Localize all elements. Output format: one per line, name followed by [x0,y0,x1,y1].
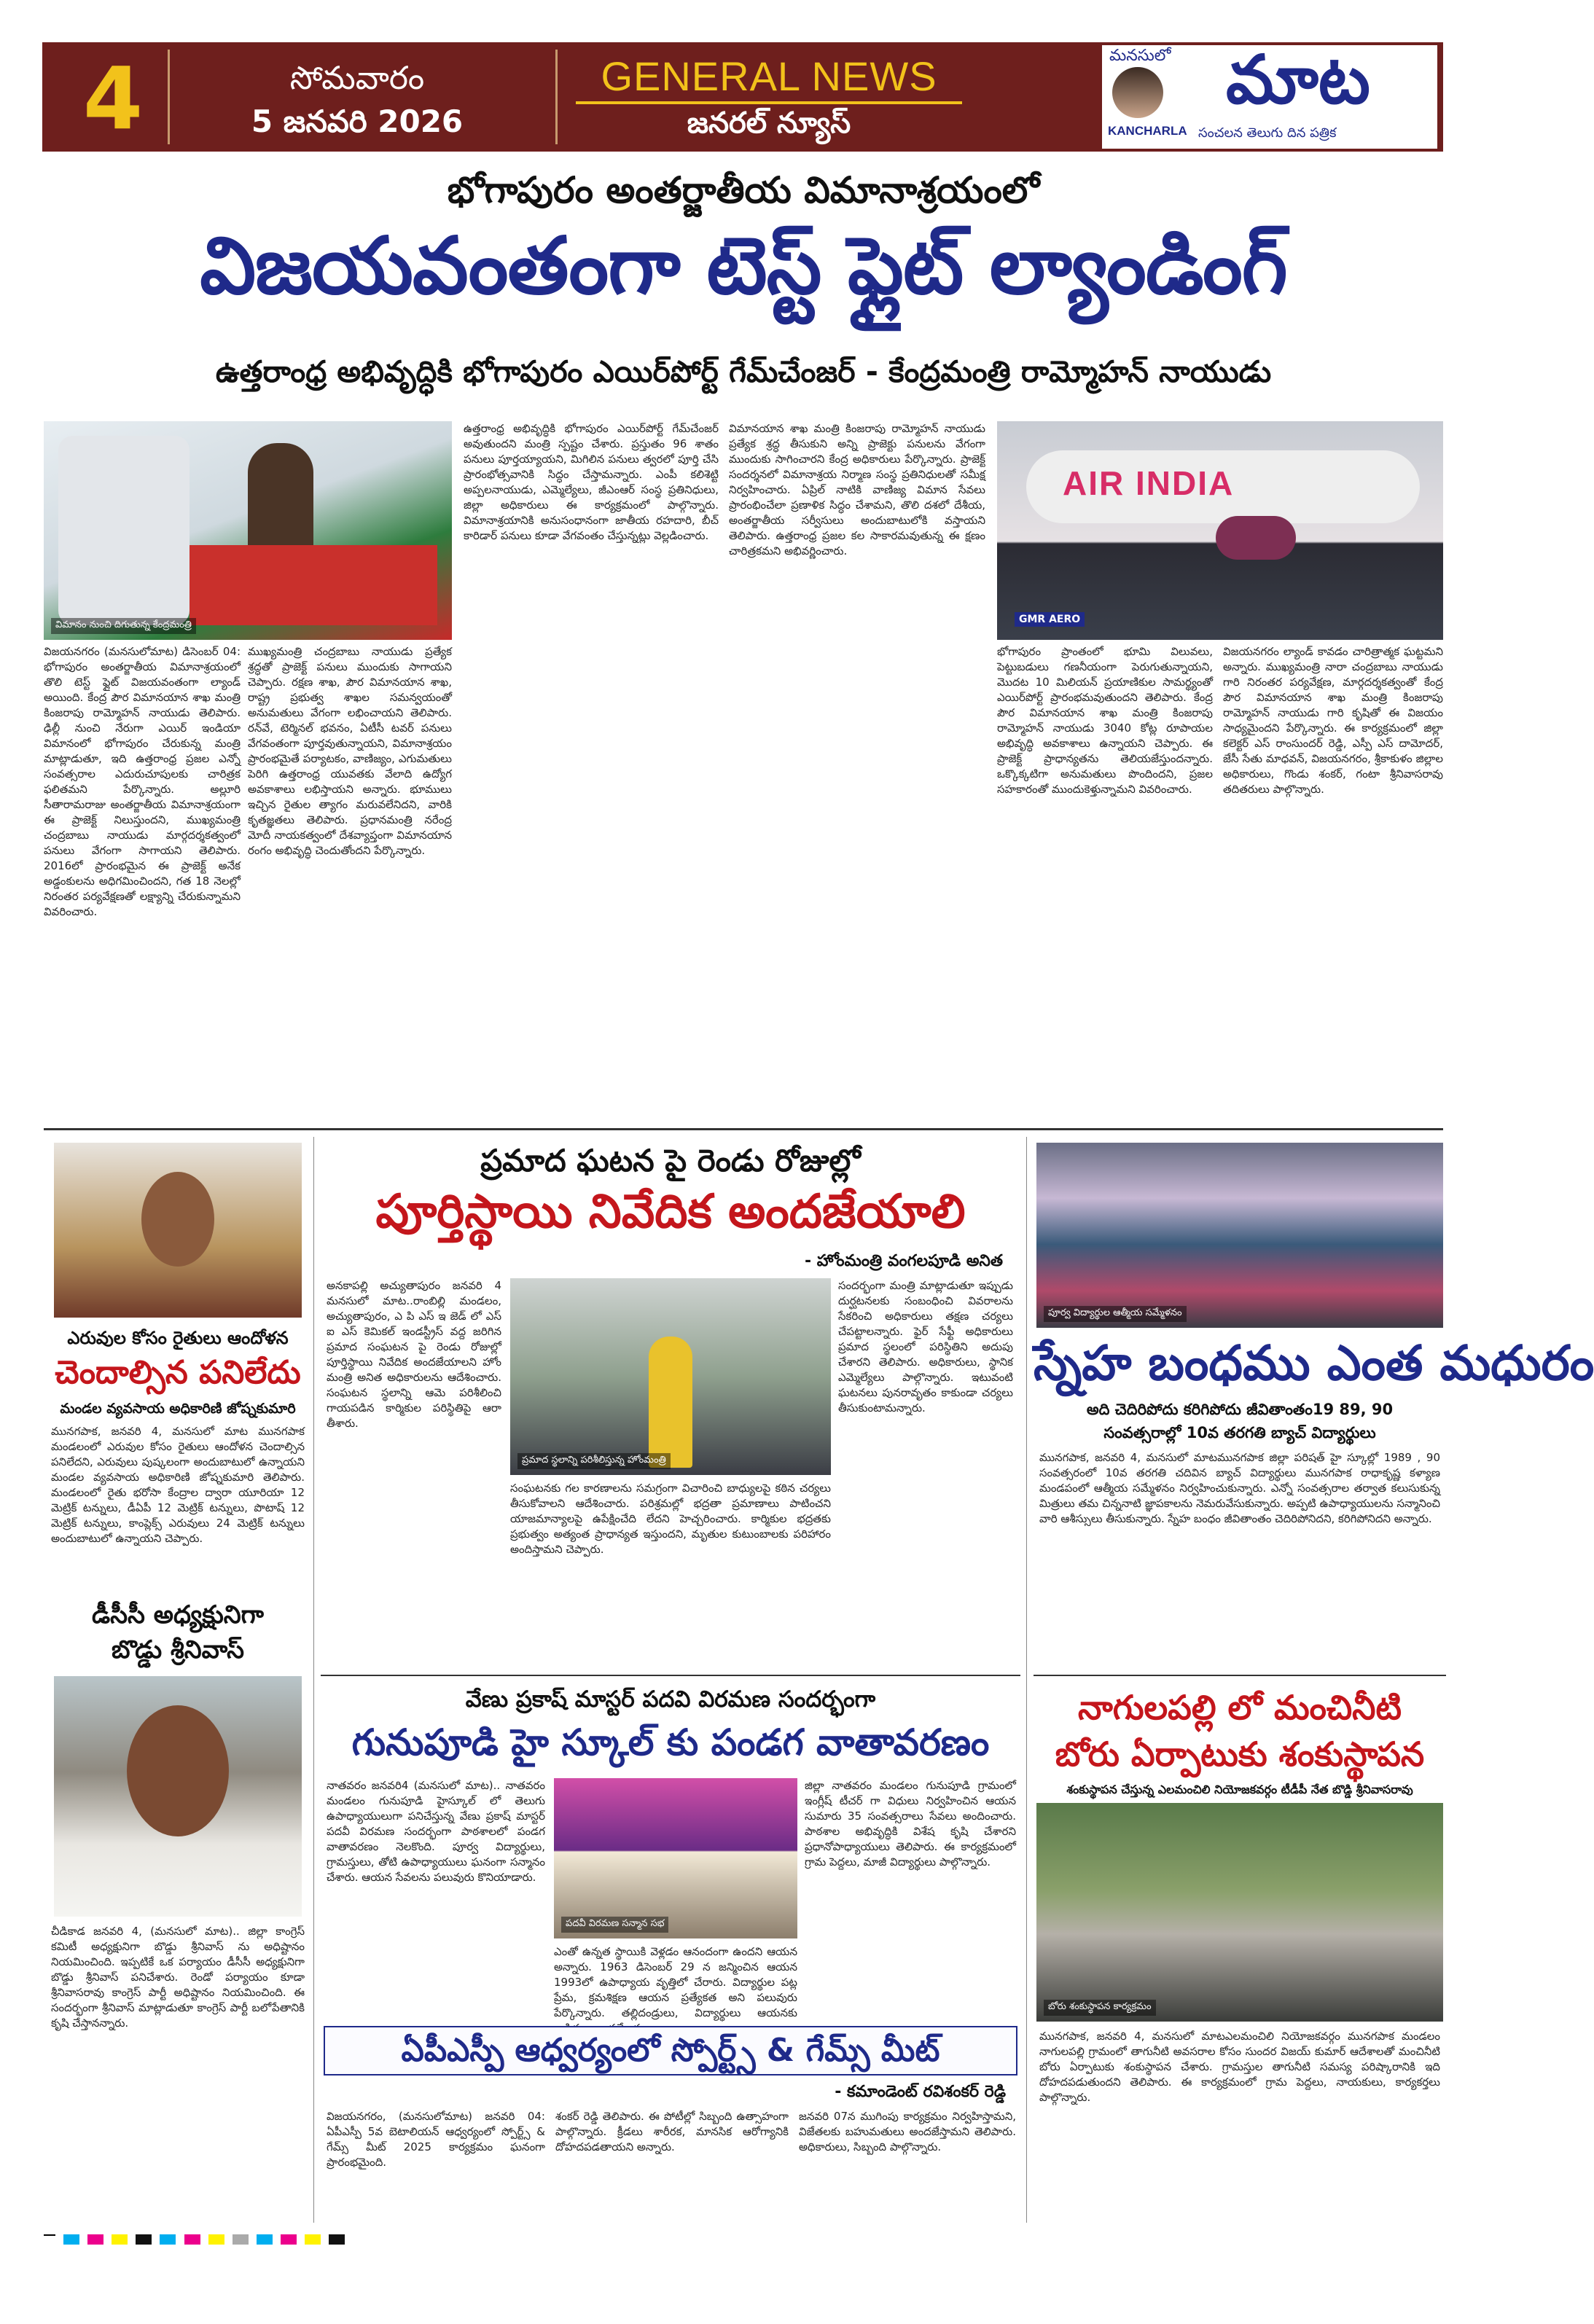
reunion-photo [1036,1143,1443,1328]
lead-photo-aircraft [997,421,1443,640]
day-label: సోమవారం [289,60,425,97]
reg-swatch [87,2234,103,2245]
aircraft-livery-text: AIR INDIA [1063,464,1235,502]
sneha-body [1039,1450,1440,1662]
apsp-byline: - కమాండెంట్ రవిశంకర్ రెడ్డి [835,2083,1006,2101]
accident-col-1 [327,1278,501,1672]
borewell-headline-2: బోరు ఏర్పాటుకు శంకుస్థాపన [1055,1734,1425,1774]
portrait-face [141,1172,214,1267]
page-number: 4 [82,48,144,149]
school-photo [554,1778,797,1938]
school-headline: గునుపూడి హై స్కూల్ కు పండగ వాతావరణం [351,1721,990,1764]
officer-portrait [54,1143,302,1318]
accident-col-3-text: సందర్భంగా మంత్రి మాట్లాడుతూ ఇప్పుడు దుర్ఘటనలకు సంబంధించి వివరాలను సేకరించి అధికారులు తక్షణ చర్యలు చేపట్టాలన్నారు. ఫైర్ సేఫ్టీ అధికారులు ప్రమాద స్థలంలో పరిస్థితిని అదుపు చేశారని తెలిపారు. అధికారులు, స్థానిక ఎమ్మెల్యేలు పాల్గొన్నారు. ఇటువంటి ఘటనలు పునరావృతం కాకుండా చర్యలు తీసుకుంటామన్నారు. [838,1279,1013,1415]
farmers-body [51,1424,305,1592]
dcc-headline-2: బొడ్డు శ్రీనివాస్ [111,1635,245,1664]
vertical-separator-right [1026,1137,1027,2223]
school-photo-caption: పదవీ విరమణ సన్మాన సభ [561,1917,668,1933]
reg-swatch [160,2234,176,2245]
apsp-col-2 [555,2109,789,2218]
sneha-body-text: మునగపాక, జనవరి 4, మనసులో మాటమునగపాక జిల్లా పరిషత్ హై స్కూల్లో 1989 , 90 సంవత్సరంలో 10వ తరగతి చదివిన బ్యాచ్ విద్యార్థులు మునగపాక రాధాకృష్ణ కళ్యాణ మండపంలో ఆత్మీయ సమ్మేళనం నిర్వహించుకున్నారు. ఎన్నో సంవత్సరాల తర్వాత కలుసుకున్న మిత్రులు తమ చిన్ననాటి జ్ఞాపకాలను నెమరువేసుకున్నారు. అప్పటి ఉపాధ్యాయులను సన్మానించి వారి ఆశీస్సులు తీసుకున్నారు. స్నేహ బంధం జీవితాంతం చెదిరిపోనిదని, కరిగిపోనిదని అన్నారు. [1039,1451,1440,1525]
reg-swatch [184,2234,200,2245]
aircraft-engine [1216,516,1296,560]
accident-photo [510,1278,831,1475]
newspaper-logo [1102,41,1437,149]
farmers-headline: చెందాల్సిన పనిలేదు [55,1354,301,1391]
lead-col-5 [997,644,1213,1118]
sneha-sub-2: సంవత్సరాల్లో 10వ తరగతి బ్యాచ్ విద్యార్థులు [1103,1424,1376,1441]
registration-marks [44,2230,1443,2247]
reg-swatch [281,2234,297,2245]
school-col-1-text: నాతవరం జనవరి4 (మనసులో మాట).. నాతవరం మండలం గునుపూడి హైస్కూల్ లో తెలుగు ఉపాధ్యాయులుగా పనిచేస్తున్న వేణు ప్రకాష్ మాస్టర్ పదవీ విరమణ సందర్భంగా పాఠశాలలో పండగ వాతావరణం నెలకొంది. పూర్వ విద్యార్థులు, గ్రామస్తులు, తోటి ఉపాధ్యాయులు ఘనంగా సన్మానం చేశారు. ఆయన సేవలను పలువురు కొనియాడారు. [327,1779,545,1884]
lead-col-3 [464,421,719,1118]
apsp-col-3-text: జనవరి 07న ముగింపు కార్యక్రమం నిర్వహిస్తామని, విజేతలకు బహుమతులు అందజేస్తామని తెలిపారు. అధికారులు, సిబ్బంది పాల్గొన్నారు. [799,2110,1016,2153]
reg-swatch [257,2234,273,2245]
reg-cross-left [44,2234,55,2245]
masthead-divider-2 [555,50,558,144]
reg-swatch [112,2234,128,2245]
gmr-aero-label: GMR AERO [1015,612,1085,627]
apsp-col-3 [799,2109,1016,2218]
reg-swatch [136,2234,152,2245]
apsp-col-1 [327,2109,545,2218]
reg-swatch [208,2234,224,2245]
dcc-face [127,1705,229,1836]
borewell-photo-caption: బోరు శంకుస్థాపన కార్యక్రమం [1044,2000,1156,2016]
borewell-sub: శంకుస్థాపన చేస్తున్న ఎలమంచిలి నియోజకవర్గం టీడీపీ నేత బొడ్డి శ్రీనివాసరావు [1066,1783,1413,1796]
accident-headline: పూర్తిస్థాయి నివేదిక అందజేయాలి [375,1185,966,1239]
lead-col-4-text: విమానయాన శాఖ మంత్రి కింజరాపు రామ్మోహన్ నాయుడు ప్రత్యేక శ్రద్ధ తీసుకుని అన్ని ప్రాజెక్టు పనులను వేగంగా ముందుకు సాగించారని కేంద్ర అధికారులు పేర్కొన్నారు. ప్రాజెక్ట్ సందర్శనలో విమానాశ్రయ నిర్మాణ సంస్థ ప్రతినిధులతో సమీక్ష నిర్వహించారు. ఏప్రిల్ నాటికి వాణిజ్య విమాన సేవలు ప్రారంభించేలా ప్రణాళిక సిద్ధం చేశామని, తొలి దశలో దేశీయ, అంతర్జాతీయ సర్వీసులు అందుబాటులోకి వస్తాయని తెలిపారు. ఉత్తరాంధ్ర ప్రజల కల సాకారమవుతున్న ఈ క్షణం చారిత్రకమని అభివర్ణించారు. [729,422,985,557]
lead-col-4 [729,421,985,1118]
accident-col-3 [838,1278,1013,1672]
farmers-kicker: ఎరువుల కోసం రైతులు ఆందోళన [67,1328,289,1348]
minister-figure [248,443,313,560]
accident-kicker: ప్రమాద ఘటన పై రెండు రోజుల్లో [480,1143,861,1178]
dcc-body-text: చీడికాడ జనవరి 4, (మనసులో మాట).. జిల్లా కాంగ్రెస్ కమిటీ అధ్యక్షునిగా బొడ్డు శ్రీనివాస్ ను అధిష్టానం నియమించింది. ఇప్పటికే ఒక పర్యాయం డీసీసీ అధ్యక్షునిగా బొడ్డు శ్రీనివాస్ పనిచేశారు. రెండో పర్యాయం కూడా శ్రీనివాసరావు కాంగ్రెస్ పార్టీ అధిష్టానం నియమించింది. ఈ సందర్భంగా శ్రీనివాస్ మాట్లాడుతూ కాంగ్రెస్ పార్టీ బలోపేతానికి కృషి చేస్తానన్నారు. [51,1925,305,2030]
center-divider [321,1675,1020,1676]
sneha-sub-1: అది చెదిరిపోదు కరిగిపోదు జీవితాంతం19 89, 90 [1086,1401,1394,1418]
vertical-separator-left [313,1137,314,2223]
logo-tagline: సంచలన తెలుగు దిన పత్రిక [1198,125,1337,141]
borewell-headline-1: నాగులపల్లి లో మంచినీటి [1078,1688,1402,1727]
apsp-col-2-text: శంకర్ రెడ్డి తెలిపారు. ఈ పోటీల్లో సిబ్బంది ఉత్సాహంగా పాల్గొన్నారు. క్రీడలు శారీరక, మానసిక ఆరోగ్యానికి దోహదపడతాయని అన్నారు. [555,2110,789,2153]
accident-photo-caption: ప్రమాద స్థలాన్ని పరిశీలిస్తున్న హోంమంత్రి [517,1453,671,1469]
logo-small-text: మనసులో [1109,47,1171,65]
reunion-photo-caption: పూర్వ విద్యార్థుల ఆత్మీయ సమ్మేళనం [1044,1306,1187,1322]
accident-byline: - హోంమంత్రి వంగలపూడి అనిత [804,1252,1003,1270]
lead-subhead: ఉత్తరాంధ్ర అభివృద్ధికి భోగాపురం ఎయిర్‌పోర్ట్ గేమ్‌చేంజర్ - కేంద్రమంత్రి రామ్మోహన్ నాయుడు [215,354,1272,389]
school-col-2 [554,1944,797,2019]
apsp-col-1-text: విజయనగరం, (మనసులోమాట) జనవరి 04: ఏపీఎస్పీ 5వ బెటాలియన్ ఆధ్వర్యంలో స్పోర్ట్స్ & గేమ్స్ మీట్ 2025 కార్యక్రమం ఘనంగా ప్రారంభమైంది. [327,2110,545,2169]
apsp-headline: ఏపీఎస్పీ ఆధ్వర్యంలో స్పోర్ట్స్ & గేమ్స్ మీట్ [401,2032,940,2069]
dcc-headline-1: డీసీసీ అధ్యక్షునిగా [92,1600,264,1629]
section-title-en: GENERAL NEWS [576,52,962,104]
logo-portrait [1112,67,1163,118]
reg-swatch [329,2234,345,2245]
school-col-3-text: జిల్లా నాతవరం మండలం గునుపూడి గ్రామంలో ఇంగ్లీష్ టీచర్ గా విధులు నిర్వహించిన ఆయన సుమారు 35 సంవత్సరాలు సేవలు అందించారు. పాఠశాల అభివృద్ధికి విశేష కృషి చేశారని ప్రధానోపాధ్యాయులు తెలిపారు. ఈ కార్యక్రమంలో గ్రామ పెద్దలు, మాజీ విద్యార్థులు పాల్గొన్నారు. [805,1779,1016,1869]
borewell-body-text: మునగపాక, జనవరి 4, మనసులో మాటఎలమంచిలి నియోజకవర్గం మునగపాక మండలం నాగులపల్లి గ్రామంలో తాగునీటి అవసరాల కోసం సుందర విజయ్ కుమార్ ఆదేశాలతో మంచినీటి బోరు ఏర్పాటుకు శంకుస్థాపన చేశారు. గ్రామస్తుల తాగునీటి సమస్య పరిష్కారానికి ఇది దోహదపడుతుందని తెలిపారు. ఈ కార్యక్రమంలో గ్రామ పెద్దలు, నాయకులు, కార్యకర్తలు పాల్గొన్నారు. [1039,2030,1440,2104]
section-divider [44,1128,1443,1130]
school-col-2-text: ఎంతో ఉన్నత స్థాయికి వెళ్లడం ఆనందంగా ఉందని ఆయన అన్నారు. 1963 డిసెంబర్ 29 న జన్మించిన ఆయన 1993లో ఉపాధ్యాయ వృత్తిలో చేరారు. విద్యార్థుల పట్ల ప్రేమ, క్రమశిక్షణ ఆయన ప్రత్యేకత అని పలువురు పేర్కొన్నారు. తల్లిదండ్రులు, విద్యార్థులు ఆయనకు [554,1945,797,2019]
lead-col-3-text: ఉత్తరాంధ్ర అభివృద్ధికి భోగాపురం ఎయిర్‌పోర్ట్ గేమ్‌చేంజర్ అవుతుందని మంత్రి స్పష్టం చేశారు. ప్రస్తుతం 96 శాతం పనులు పూర్తయ్యాయని, మిగిలిన పనులు త్వరలో పూర్తి చేసి ప్రారంభోత్సవానికి సిద్ధం చేస్తామన్నారు. ఎంపీ కలిశెట్టి అప్పలనాయుడు, ఎమ్మెల్యేలు, జీఎంఆర్ సంస్థ ప్రతినిధులు, జిల్లా అధికారులు ఈ కార్యక్రమంలో పాల్గొన్నారు. విమానాశ్రయానికి అనుసంధానంగా జాతీయ రహదారి, బీచ్ కారిడార్ పనులు కూడా వేగవంతం చేస్తున్నట్లు వెల్లడించారు. [464,422,719,542]
lead-col-6 [1223,644,1443,1118]
borewell-body [1039,2029,1440,2218]
lead-headline: విజయవంతంగా టెస్ట్ ఫ్లైట్ ల్యాండింగ్ [200,221,1287,312]
lead-photo-minister-caption: విమానం నుంచి దిగుతున్న కేంద్రమంత్రి [51,618,196,634]
lead-col-6-text: విజయనగరం ల్యాండ్ కావడం చారిత్రాత్మక ఘట్టమని అన్నారు. ముఖ్యమంత్రి నారా చంద్రబాబు నాయుడు గారి నిరంతర పర్యవేక్షణ, మార్గదర్శకత్వంతో కేంద్ర పౌర విమానయాన శాఖ మంత్రి కింజరాపు రామ్మోహన్ నాయుడు గారి కృషితో ఈ విజయం సాధ్యమైందని పేర్కొన్నారు. ఈ కార్యక్రమంలో జిల్లా కలెక్టర్ ఎస్ రాంసుందర్ రెడ్డి, ఎస్పీ ఎస్ దామోదర్, జేసీ సేతు మాధవన్, విజయనగరం, శ్రీకాకుళం జిల్లాల అధికారులు, గొండు శంకర్, గంటా శ్రీనివాసరావు తదితరులు పాల్గొన్నారు. [1223,645,1443,796]
lead-col-1-text: విజయనగరం (మనసులోమాట) డిసెంబర్ 04: భోగాపురం అంతర్జాతీయ విమానాశ్రయంలో తొలి టెస్ట్ ఫ్లైట్ విజయవంతంగా ల్యాండ్ అయింది. కేంద్ర పౌర విమానయాన శాఖ మంత్రి కింజరాపు రామ్మోహన్ నాయుడు తెలిపారు. ఢిల్లీ నుంచి నేరుగా ఎయిర్ ఇండియా విమానంలో భోగాపురం చేరుకున్న మంత్రి మాట్లాడుతూ, ఇది ఉత్తరాంధ్ర ప్రజల ఎన్నో సంవత్సరాల ఎదురుచూపులకు చారిత్రక ఫలితమని పేర్కొన్నారు. అల్లూరి సీతారామరాజు అంతర్జాతీయ విమానాశ్రయంగా ఈ ప్రాజెక్ట్ నిలుస్తుందని, ముఖ్యమంత్రి చంద్రబాబు నాయుడు మార్గదర్శకత్వంలో పనులు వేగంగా సాగాయని తెలిపారు. 2016లో ప్రారంభమైన ఈ ప్రాజెక్ట్ అనేక అడ్డంకులను అధిగమించిందని, గత 18 నెలల్లో నిరంతర పర్యవేక్షణతో లక్ష్యాన్ని చేరుకున్నామని వివరించారు. [44,645,241,918]
dcc-body [51,1924,305,2070]
aircraft-door-shape [58,436,190,625]
accident-col-2 [510,1481,831,1672]
school-kicker: వేణు ప్రకాష్ మాస్టర్ పదవి విరమణ సందర్భంగా [465,1686,876,1713]
farmers-byline: మండల వ్యవసాయ అధికారిణి జోష్నకుమారి [60,1401,296,1417]
lead-col-5-text: భోగాపురం ప్రాంతంలో భూమి విలువలు, పెట్టుబడులు గణనీయంగా పెరుగుతున్నాయని, మొదట 10 మిలియన్ ప్రయాణికుల సామర్థ్యంతో ఎయిర్‌పోర్ట్ ప్రారంభమవుతుందని తెలిపారు. కేంద్ర పౌర విమానయాన శాఖ మంత్రి కింజరాపు రామ్మోహన్ నాయుడు 3040 కోట్ల రూపాయల అభివృద్ధి అవకాశాలు ఉన్నాయని చెప్పారు. ఈ ప్రాజెక్ట్ ప్రాధాన్యతను తెలియజేస్తుందన్నారు. ఒక్కొక్కటిగా అనుమతులు పొందిందని, ప్రజల సహకారంతో ముందుకెళ్తున్నామని వివరించారు. [997,645,1213,796]
right-divider [1034,1675,1446,1676]
reg-swatch [305,2234,321,2245]
farmers-body-text: మునగపాక, జనవరి 4, మనసులో మాట మునగపాక మండలంలో ఎరువుల కోసం రైతులు ఆందోళన చెందాల్సిన పనిలేదని, ఎరువులు పుష్కలంగా అందుబాటులో ఉన్నాయని మండల వ్యవసాయ అధికారిణి జోష్నకుమారి తెలిపారు. మండలంలో రైతు భరోసా కేంద్రాల ద్వారా యూరియా 12 మెట్రిక్ టన్నులు, డీఏపీ 12 మెట్రిక్ టన్నులు, పొటాష్ 12 మెట్రిక్ టన్నులు, కాంప్లెక్స్ ఎరువులు 24 మెట్రిక్ టన్నులు అందుబాటులో ఉన్నాయని చెప్పారు. [51,1425,305,1545]
lead-col-2-text: ముఖ్యమంత్రి చంద్రబాబు నాయుడు ప్రత్యేక శ్రద్ధతో ప్రాజెక్ట్ పనులు ముందుకు సాగాయని చెప్పారు. రక్షణ శాఖ, పౌర విమానయాన శాఖ, రాష్ట్ర ప్రభుత్వ శాఖల సమన్వయంతో అనుమతులు వేగంగా లభించాయని తెలిపారు. రన్‌వే, టెర్మినల్ భవనం, ఏటీసీ టవర్ పనులు వేగవంతంగా పూర్తవుతున్నాయని, విమానాశ్రయం ప్రారంభమైతే పర్యాటకం, వాణిజ్యం, ఎగుమతులు పెరిగి ఉత్తరాంధ్ర యువతకు వేలాది ఉద్యోగ అవకాశాలు లభిస్తాయని అన్నారు. భూములు ఇచ్చిన రైతుల త్యాగం మరువలేనిదని, వారికి కృతజ్ఞతలు తెలిపారు. ప్రధానమంత్రి నరేంద్ర మోదీ నాయకత్వంలో దేశవ్యాప్తంగా విమానయాన రంగం అభివృద్ధి చెందుతోందని పేర్కొన్నారు. [248,645,452,857]
masthead-divider [168,50,170,144]
lead-kicker: భోగాపురం అంతర్జాతీయ విమానాశ్రయంలో [447,169,1040,211]
school-col-1 [327,1778,545,2019]
section-title-te: జనరల్ న్యూస్ [687,106,851,140]
logo-person-name: KANCHARLA [1108,124,1187,138]
dcc-portrait [54,1676,302,1917]
lead-photo-minister [44,421,452,640]
sneha-headline: స్నేహ బంధము ఎంత మధురం [1034,1335,1594,1391]
logo-title: మాట [1226,41,1370,119]
red-staircase [190,545,437,625]
date-label: 5 జనవరి 2026 [251,103,464,139]
borewell-photo [1036,1803,1443,2022]
accident-col-2-text: సంఘటనకు గల కారణాలను సమగ్రంగా విచారించి బాధ్యులపై కఠిన చర్యలు తీసుకోవాలని ఆదేశించారు. పరిశ్రమల్లో భద్రతా ప్రమాణాలు పాటించని యాజమాన్యాలపై ఉపేక్షించేది లేదని హెచ్చరించారు. కార్మికుల భద్రతకు ప్రభుత్వం అత్యంత ప్రాధాన్యత ఇస్తుందని, మృతుల కుటుంబాలకు పరిహారం అందిస్తామని చెప్పారు. [510,1482,831,1556]
minister-yellow-saree [649,1337,692,1468]
lead-col-2 [248,644,452,1118]
reg-swatch [63,2234,79,2245]
reg-swatch [233,2234,249,2245]
school-col-3 [805,1778,1016,2019]
accident-col-1-text: అనకాపల్లి అచ్యుతాపురం జనవరి 4 మనసులో మాట..రాంబిల్లి మండలం, అచ్యుతాపురం, ఎ పి ఎస్ ఇ జెడ్ లో ఎస్ ఐ ఎస్ కెమికల్ ఇండస్ట్రీస్ వద్ద జరిగిన ప్రమాద సంఘటన పై రెండు రోజుల్లో పూర్తిస్థాయి నివేదిక అందజేయాలని హోం మంత్రి అనిత అధికారులను ఆదేశించారు. సంఘటన స్థలాన్ని ఆమె పరిశీలించి గాయపడిన కార్మికుల పరిస్థితిపై ఆరా తీశారు. [327,1279,501,1430]
lead-col-1 [44,644,241,1118]
